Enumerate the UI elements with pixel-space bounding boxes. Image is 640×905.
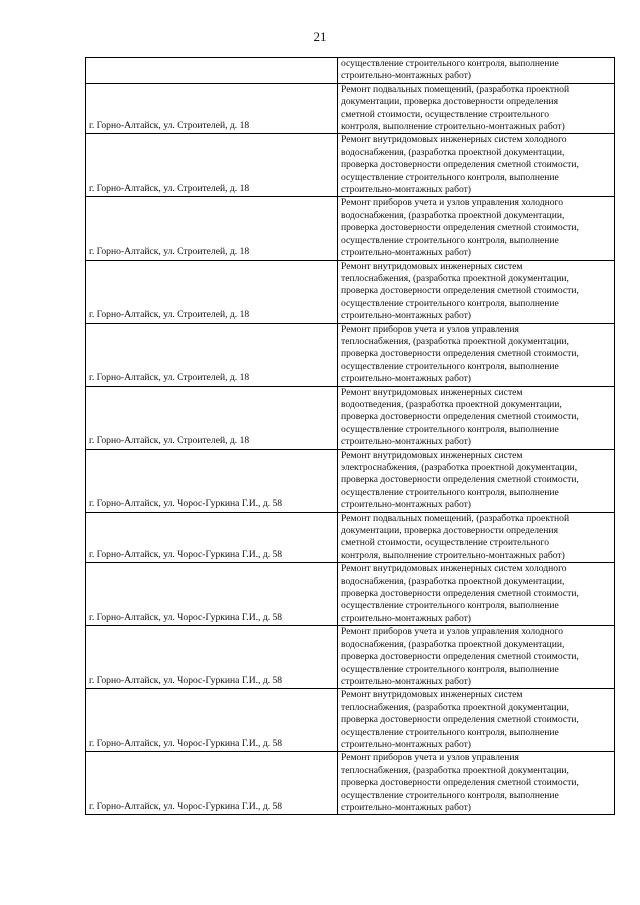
address-cell: г. Горно-Алтайск, ул. Чорос-Гуркина Г.И., д. 58 <box>86 752 338 815</box>
work-description-text: Ремонт приборов учета и узлов управления холодного водоснабжения, (разработка проектной документации, проверка достоверности определения сметной стоимости, осуществление строительного контроля, выполнение строительно-монтажных работ) <box>341 626 579 687</box>
address-cell: г. Горно-Алтайск, ул. Строителей, д. 18 <box>86 323 338 386</box>
work-description-cell <box>338 83 615 134</box>
table-row <box>86 197 615 260</box>
work-description-text: Ремонт приборов учета и узлов управления холодного водоснабжения, (разработка проектной документации, проверка достоверности определения сметной стоимости, осуществление строительного контроля, выполнение строительно-монтажных работ) <box>341 197 579 259</box>
address-cell: г. Горно-Алтайск, ул. Чорос-Гуркина Г.И., д. 58 <box>86 689 338 752</box>
work-description-cell <box>338 134 615 197</box>
table-row <box>86 449 615 512</box>
table-row <box>86 83 615 134</box>
page-number: 21 <box>313 29 327 44</box>
table-row <box>86 626 615 689</box>
work-description-cell <box>338 323 615 386</box>
work-description-text: Ремонт внутридомовых инженерных систем холодного водоснабжения, (разработка проектной документации, проверка достоверности определения сметной стоимости, осуществление строительного контроля, выполнение строительно-монтажных работ) <box>341 134 579 196</box>
work-description-text: Ремонт приборов учета и узлов управления теплоснабжения, (разработка проектной документации, проверка достоверности определения сметной стоимости, осуществление строительного контроля, выполнение строительно-монтажных работ) <box>341 323 579 385</box>
address-cell: г. Горно-Алтайск, ул. Строителей, д. 18 <box>86 260 338 323</box>
work-description-text: Ремонт внутридомовых инженерных систем теплоснабжения, (разработка проектной документации, проверка достоверности определения сметной стоимости, осуществление строительного контроля, выполнение строительно-монтажных работ) <box>341 260 579 322</box>
table-row <box>86 689 615 752</box>
work-description-cell <box>338 58 615 84</box>
works-table-body <box>86 58 615 815</box>
work-description-text: Ремонт внутридомовых инженерных систем электроснабжения, (разработка проектной документации, проверка достоверности определения сметной стоимости, осуществление строительного контроля, выполнение строительно-монтажных работ) <box>341 449 579 511</box>
table-row <box>86 512 615 563</box>
address-cell: г. Горно-Алтайск, ул. Чорос-Гуркина Г.И., д. 58 <box>86 563 338 626</box>
work-description-cell <box>338 449 615 512</box>
address-cell: г. Горно-Алтайск, ул. Чорос-Гуркина Г.И., д. 58 <box>86 449 338 512</box>
work-description-text: Ремонт внутридомовых инженерных систем теплоснабжения, (разработка проектной документации, проверка достоверности определения сметной стоимости, осуществление строительного контроля, выполнение строительно-монтажных работ) <box>341 689 579 750</box>
table-row <box>86 386 615 449</box>
work-description-text: Ремонт подвальных помещений, (разработка проектной документации, проверка достоверности определения сметной стоимости, осуществление строительного контроля, выполнение строительно-монтажных работ) <box>341 83 570 133</box>
work-description-text: Ремонт приборов учета и узлов управления теплоснабжения, (разработка проектной документации, проверка достоверности определения сметной стоимости, осуществление строительного контроля, выполнение строительно-монтажных работ) <box>341 752 579 813</box>
address-cell: г. Горно-Алтайск, ул. Строителей, д. 18 <box>86 83 338 134</box>
work-description-cell <box>338 752 615 815</box>
address-cell: г. Горно-Алтайск, ул. Строителей, д. 18 <box>86 386 338 449</box>
address-cell: г. Горно-Алтайск, ул. Строителей, д. 18 <box>86 134 338 197</box>
work-description-cell <box>338 626 615 689</box>
table-row <box>86 260 615 323</box>
table-row <box>86 134 615 197</box>
table-row <box>86 58 615 84</box>
work-description-text: Ремонт внутридомовых инженерных систем водоотведения, (разработка проектной документации, проверка достоверности определения сметной стоимости, осуществление строительного контроля, выполнение строительно-монтажных работ) <box>341 386 579 448</box>
work-description-text: осуществление строительного контроля, выполнение строительно-монтажных работ) <box>341 58 559 82</box>
work-description-cell <box>338 386 615 449</box>
work-description-cell <box>338 260 615 323</box>
work-description-text: Ремонт подвальных помещений, (разработка проектной документации, проверка достоверности определения сметной стоимости, осуществление строительного контроля, выполнение строительно-монтажных работ) <box>341 512 570 561</box>
work-description-cell <box>338 563 615 626</box>
table-row <box>86 323 615 386</box>
work-description-cell <box>338 197 615 260</box>
address-cell: г. Горно-Алтайск, ул. Строителей, д. 18 <box>86 197 338 260</box>
table-row <box>86 563 615 626</box>
address-cell: г. Горно-Алтайск, ул. Чорос-Гуркина Г.И., д. 58 <box>86 626 338 689</box>
address-cell: г. Горно-Алтайск, ул. Чорос-Гуркина Г.И., д. 58 <box>86 512 338 563</box>
table-row <box>86 752 615 815</box>
work-description-text: Ремонт внутридомовых инженерных систем холодного водоснабжения, (разработка проектной документации, проверка достоверности определения сметной стоимости, осуществление строительного контроля, выполнение строительно-монтажных работ) <box>341 563 579 624</box>
address-cell <box>86 58 338 84</box>
work-description-cell <box>338 689 615 752</box>
works-table <box>85 57 615 815</box>
work-description-cell <box>338 512 615 563</box>
